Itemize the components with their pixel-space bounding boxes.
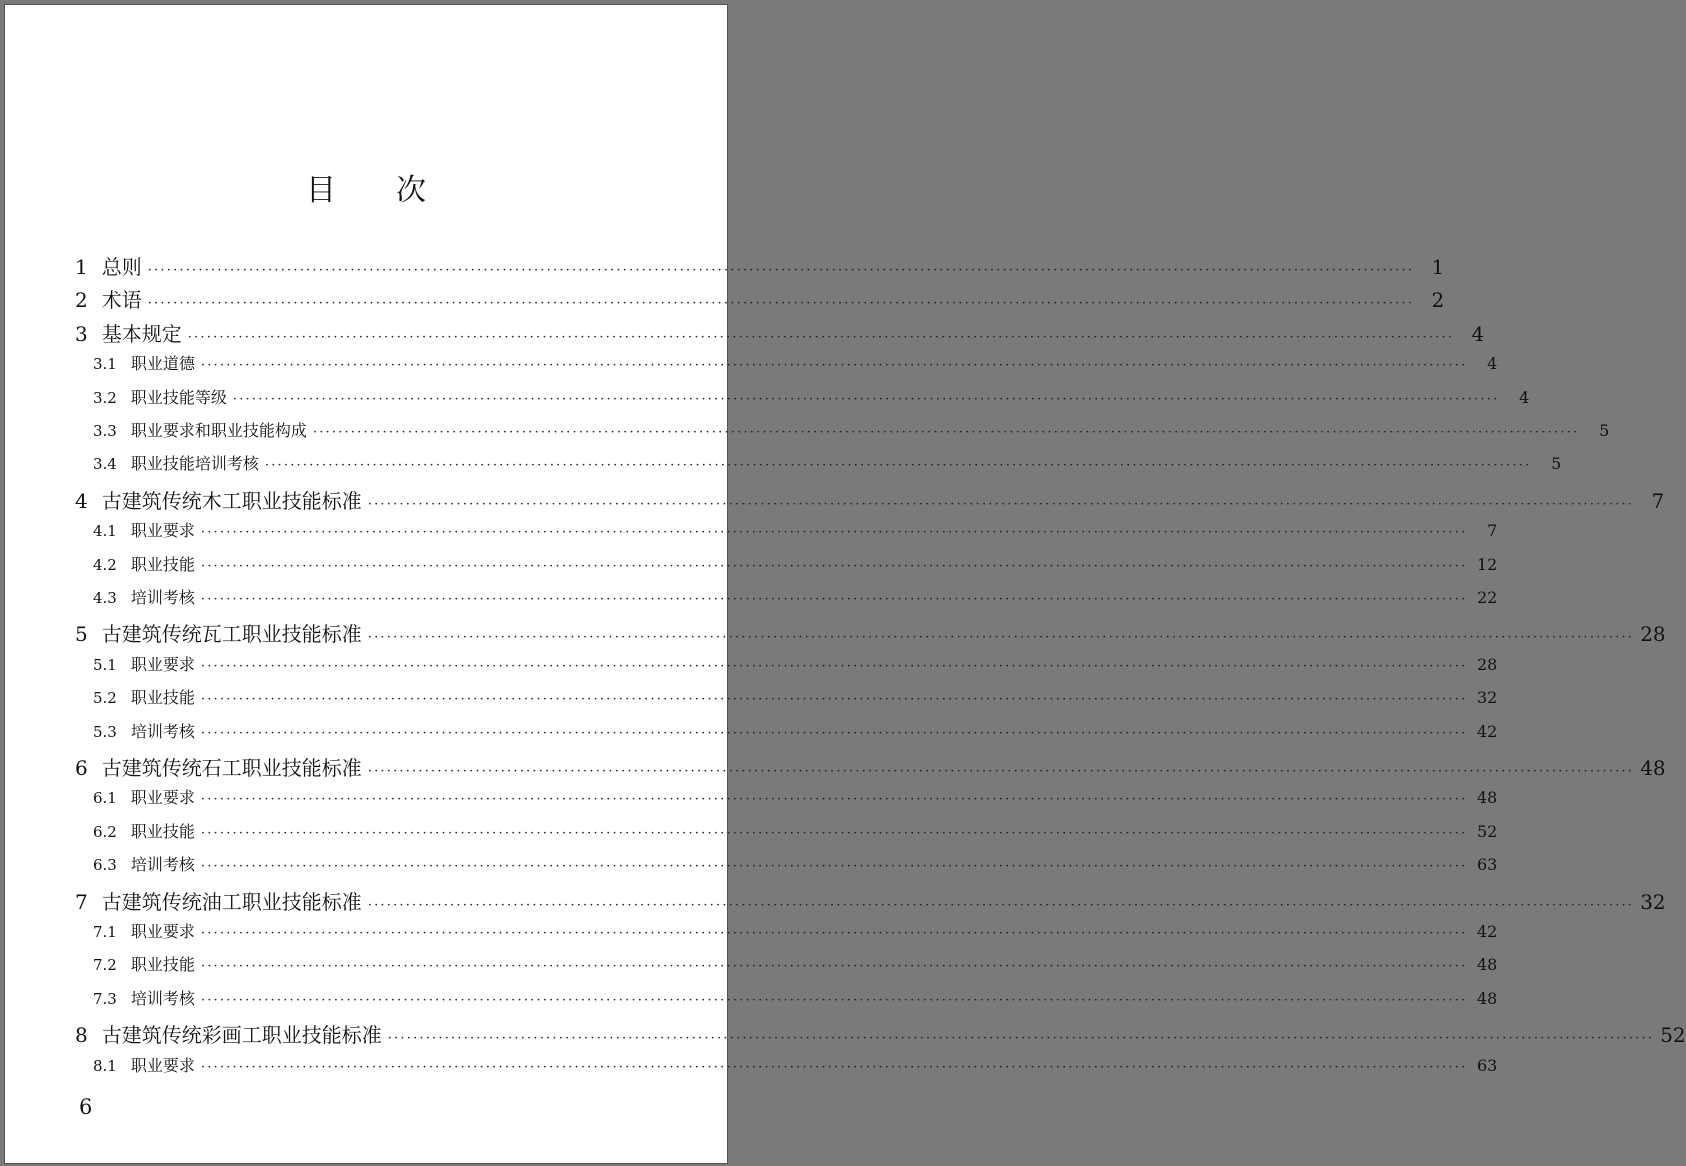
- toc-entry[interactable]: [93, 785, 1498, 819]
- toc-entry[interactable]: [93, 585, 1498, 619]
- toc-leader-dots: ········································································································································································································: [264, 458, 1532, 474]
- toc-entry-page: 4: [1487, 354, 1498, 374]
- toc-entry-number: 3.3: [93, 422, 117, 440]
- toc-entry-number: 7.3: [93, 989, 117, 1008]
- toc-leader-dots: ········································································································································································································: [200, 959, 1468, 975]
- toc-entry-number: 7.1: [93, 923, 117, 941]
- toc-entry-number: 5.1: [93, 655, 117, 674]
- toc-entry-title: 古建筑传统油工职业技能标准: [101, 889, 362, 914]
- toc-entry-title: 术语: [101, 288, 142, 313]
- toc-leader-dots: ········································································································································································································: [147, 296, 1415, 312]
- toc-entry-number: 8.1: [93, 1056, 117, 1075]
- toc-entry-number: 7.2: [93, 956, 117, 975]
- toc-title-char: 次: [396, 173, 426, 208]
- toc-entry-title: 职业技能等级: [130, 387, 227, 407]
- toc-entry-number: 6.3: [93, 856, 117, 875]
- toc-entry-page: 48: [1476, 955, 1498, 975]
- toc-entry-number: 3.2: [93, 388, 117, 407]
- toc-entry[interactable]: [93, 919, 1498, 953]
- toc-entry-page: 52: [1476, 821, 1498, 841]
- toc-entry-number: 4.1: [93, 522, 117, 541]
- toc-leader-dots: ········································································································································································································: [200, 358, 1468, 374]
- toc-entry-title: 职业要求: [130, 521, 195, 541]
- toc-leader-dots: ········································································································································································································: [147, 263, 1415, 278]
- toc-entry-page: 48: [1476, 788, 1498, 808]
- toc-leader-dots: ········································································································································································································: [387, 1031, 1655, 1047]
- toc-entry-title: 职业道德: [130, 354, 195, 374]
- toc-entry-number: 6.2: [93, 822, 117, 841]
- toc-entry-page: 2: [1431, 288, 1445, 313]
- toc-entry[interactable]: [93, 819, 1498, 853]
- toc-entry[interactable]: [75, 284, 1445, 318]
- toc-entry-page: 7: [1487, 521, 1498, 541]
- toc-entry[interactable]: [93, 1053, 1498, 1087]
- toc-entry[interactable]: [93, 685, 1498, 719]
- toc-leader-dots: ········································································································································································································: [312, 425, 1580, 440]
- toc-entry[interactable]: [93, 719, 1498, 753]
- toc-leader-dots: ········································································································································································································: [200, 1059, 1468, 1075]
- toc-entry[interactable]: [93, 385, 1530, 419]
- toc-entry-title: 培训考核: [130, 721, 195, 741]
- toc-entry-page: 22: [1476, 588, 1498, 607]
- toc-leader-dots: ········································································································································································································: [232, 391, 1500, 407]
- toc-entry[interactable]: [93, 852, 1498, 886]
- toc-entry-number: 6: [75, 756, 88, 780]
- toc-entry-page: 48: [1640, 756, 1666, 780]
- toc-entry-title: 古建筑传统石工职业技能标准: [101, 756, 362, 780]
- toc-leader-dots: ········································································································································································································: [200, 859, 1468, 875]
- toc-entry-number: 4.3: [93, 589, 117, 607]
- toc-entry-title: 培训考核: [130, 588, 195, 607]
- toc-entry-page: 4: [1519, 387, 1530, 407]
- page-number: 6: [79, 1095, 93, 1119]
- toc-entry[interactable]: [75, 485, 1665, 519]
- toc-leader-dots: ········································································································································································································: [200, 725, 1468, 741]
- toc-entry-number: 1: [75, 255, 88, 279]
- toc-entry-title: 职业技能: [130, 688, 195, 708]
- toc-leader-dots: ········································································································································································································: [367, 630, 1635, 646]
- toc-entry-page: 7: [1651, 488, 1665, 513]
- toc-entry-title: 古建筑传统彩画工职业技能标准: [101, 1023, 382, 1048]
- toc-entry-number: 3.4: [93, 455, 117, 474]
- toc-entry-number: 5: [75, 622, 88, 647]
- toc-entry-title: 职业要求: [130, 654, 195, 674]
- toc-entry-title: 职业技能: [130, 821, 195, 841]
- toc-entry-number: 4: [75, 488, 88, 513]
- toc-leader-dots: ········································································································································································································: [367, 897, 1635, 913]
- toc-entry[interactable]: [93, 552, 1498, 586]
- toc-entry[interactable]: [93, 652, 1498, 686]
- toc-entry-number: 5.3: [93, 722, 117, 741]
- toc-leader-dots: ········································································································································································································: [367, 764, 1635, 779]
- toc-entry[interactable]: [75, 318, 1485, 352]
- toc-entry-page: 28: [1640, 622, 1666, 647]
- toc-entry[interactable]: [93, 418, 1610, 452]
- toc-entry-title: 古建筑传统木工职业技能标准: [101, 488, 362, 513]
- toc-leader-dots: ········································································································································································································: [200, 525, 1468, 541]
- toc-entry-title: 职业要求: [130, 1055, 195, 1075]
- toc-entry-page: 5: [1599, 421, 1610, 440]
- toc-entry-title: 职业技能培训考核: [130, 454, 259, 474]
- toc-entry-page: 28: [1476, 654, 1498, 674]
- toc-entry-page: 48: [1476, 988, 1498, 1008]
- toc-entry[interactable]: [75, 886, 1666, 920]
- toc-entry[interactable]: [93, 518, 1498, 552]
- toc-entry-title: 职业要求和职业技能构成: [130, 421, 307, 440]
- toc-entry-number: 8: [75, 1023, 88, 1048]
- toc-leader-dots: ········································································································································································································: [367, 496, 1635, 512]
- toc-entry-title: 职业技能: [130, 955, 195, 975]
- toc-entry-page: 63: [1476, 855, 1498, 875]
- toc-entry-number: 7: [75, 889, 88, 914]
- toc-leader-dots: ········································································································································································································: [200, 992, 1468, 1008]
- toc-leader-dots: ········································································································································································································: [200, 792, 1468, 808]
- toc-entry[interactable]: [75, 752, 1666, 786]
- toc-entry-page: 5: [1551, 454, 1562, 474]
- toc-entry-number: 6.1: [93, 789, 117, 808]
- toc-entry[interactable]: [93, 986, 1498, 1020]
- toc-entry-title: 职业要求: [130, 788, 195, 808]
- toc-leader-dots: ········································································································································································································: [200, 692, 1468, 708]
- toc-entry-number: 3.1: [93, 355, 117, 374]
- toc-entry-page: 63: [1476, 1055, 1498, 1075]
- toc-leader-dots: ········································································································································································································: [187, 329, 1455, 345]
- toc-entry-number: 2: [75, 288, 88, 313]
- toc-entry[interactable]: [93, 952, 1498, 986]
- document-page: [4, 4, 1686, 1164]
- toc-entry-page: 1: [1431, 255, 1445, 279]
- toc-entry-page: 32: [1476, 688, 1498, 708]
- toc-title: [5, 165, 727, 208]
- toc-leader-dots: ········································································································································································································: [200, 658, 1468, 674]
- toc-entry-page: 42: [1476, 721, 1498, 741]
- toc-entry[interactable]: [75, 1019, 1686, 1053]
- toc-entry[interactable]: [93, 451, 1562, 485]
- toc-leader-dots: ········································································································································································································: [200, 592, 1468, 607]
- toc-entry-title: 职业技能: [130, 554, 195, 574]
- toc-entry-title: 总则: [101, 255, 142, 279]
- toc-title-char: 目: [306, 173, 336, 208]
- toc-entry-title: 职业要求: [130, 922, 195, 941]
- toc-entry-page: 4: [1471, 321, 1485, 346]
- toc-entry-page: 52: [1660, 1023, 1686, 1048]
- toc-leader-dots: ········································································································································································································: [200, 558, 1468, 574]
- toc-entry-title: 基本规定: [101, 321, 182, 346]
- toc-entry-page: 32: [1640, 889, 1666, 914]
- toc-entry-number: 4.2: [93, 555, 117, 574]
- toc-leader-dots: ········································································································································································································: [200, 825, 1468, 841]
- toc-entry-title: 古建筑传统瓦工职业技能标准: [101, 622, 362, 647]
- toc-entry-page: 12: [1476, 554, 1498, 574]
- toc-leader-dots: ········································································································································································································: [200, 926, 1468, 941]
- toc-entry-number: 3: [75, 321, 88, 346]
- toc-entry-page: 42: [1476, 922, 1498, 941]
- toc-entry-title: 培训考核: [130, 988, 195, 1008]
- toc-entry[interactable]: [93, 351, 1498, 385]
- toc-entry-number: 5.2: [93, 689, 117, 708]
- toc-entry-title: 培训考核: [130, 855, 195, 875]
- toc-entry[interactable]: [75, 251, 1445, 285]
- toc-entry[interactable]: [75, 618, 1666, 652]
